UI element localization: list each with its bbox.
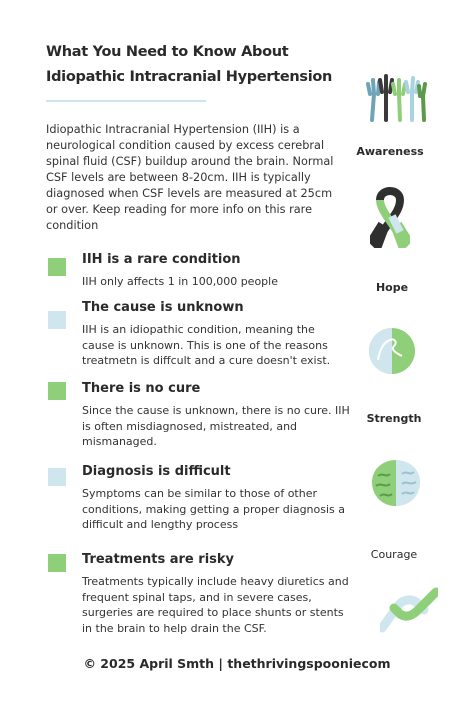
holding-hands-icon <box>380 584 438 634</box>
title-line-1: What You Need to Know About <box>46 44 289 60</box>
hope-label: Hope <box>375 281 409 294</box>
footer-credit: © 2025 April Smth | thethrivingspooniecom <box>83 656 391 671</box>
courage-label: Courage <box>370 548 418 561</box>
fact-body: Since the cause is unknown, there is no cure. IIH is often misdiagnosed, mistreated, and mismanaged. <box>82 404 350 448</box>
fact-heading: The cause is unknown <box>82 300 244 315</box>
intro-paragraph: Idiopathic Intracranial Hypertension (IIH) is a neurological condition caused by excess cerebral spinal fluid (CSF) buildup around the brain. Normal CSF levels are between 8-20cm. IIH is typically diagnosed when CSF levels are measured at 25cm or over. Keep reading for more info on this rare condition <box>46 123 334 232</box>
title-divider <box>46 100 206 102</box>
fact-body: IIH is an idiopathic condition, meaning the cause is unknown. This is one of the reasons treatmetn is diffcult and a cure doesn't exist. <box>82 323 331 367</box>
fact-heading: Treatments are risky <box>82 552 235 567</box>
awareness-ribbon-icon <box>370 186 410 248</box>
fact-heading: There is no cure <box>82 381 201 396</box>
fact-heading: Diagnosis is difficult <box>82 464 231 479</box>
green-square-bullet <box>48 554 66 572</box>
raised-hands-icon <box>364 72 430 122</box>
fact-heading: IIH is a rare condition <box>82 252 241 267</box>
blue-square-bullet <box>48 468 66 486</box>
title-line-2: Idiopathic Intracranial Hypertension <box>46 69 333 85</box>
fact-body: Symptoms can be similar to those of other conditions, making getting a proper diagnosis a difficult and lengthy process <box>82 487 346 531</box>
green-square-bullet <box>48 382 66 400</box>
green-square-bullet <box>48 258 66 276</box>
page-title <box>46 40 346 90</box>
blue-square-bullet <box>48 311 66 329</box>
fact-body: IIH only affects 1 in 100,000 people <box>82 275 278 288</box>
awareness-label: Awareness <box>356 145 424 158</box>
fact-body: Treatments typically include heavy diuretics and frequent spinal taps, and in severe cases, surgeries are required to place shunts or stents in the brain to help drain the CSF. <box>82 575 349 635</box>
brain-icon <box>368 456 424 512</box>
strength-label: Strength <box>366 412 422 425</box>
flexed-arm-icon <box>368 326 416 376</box>
